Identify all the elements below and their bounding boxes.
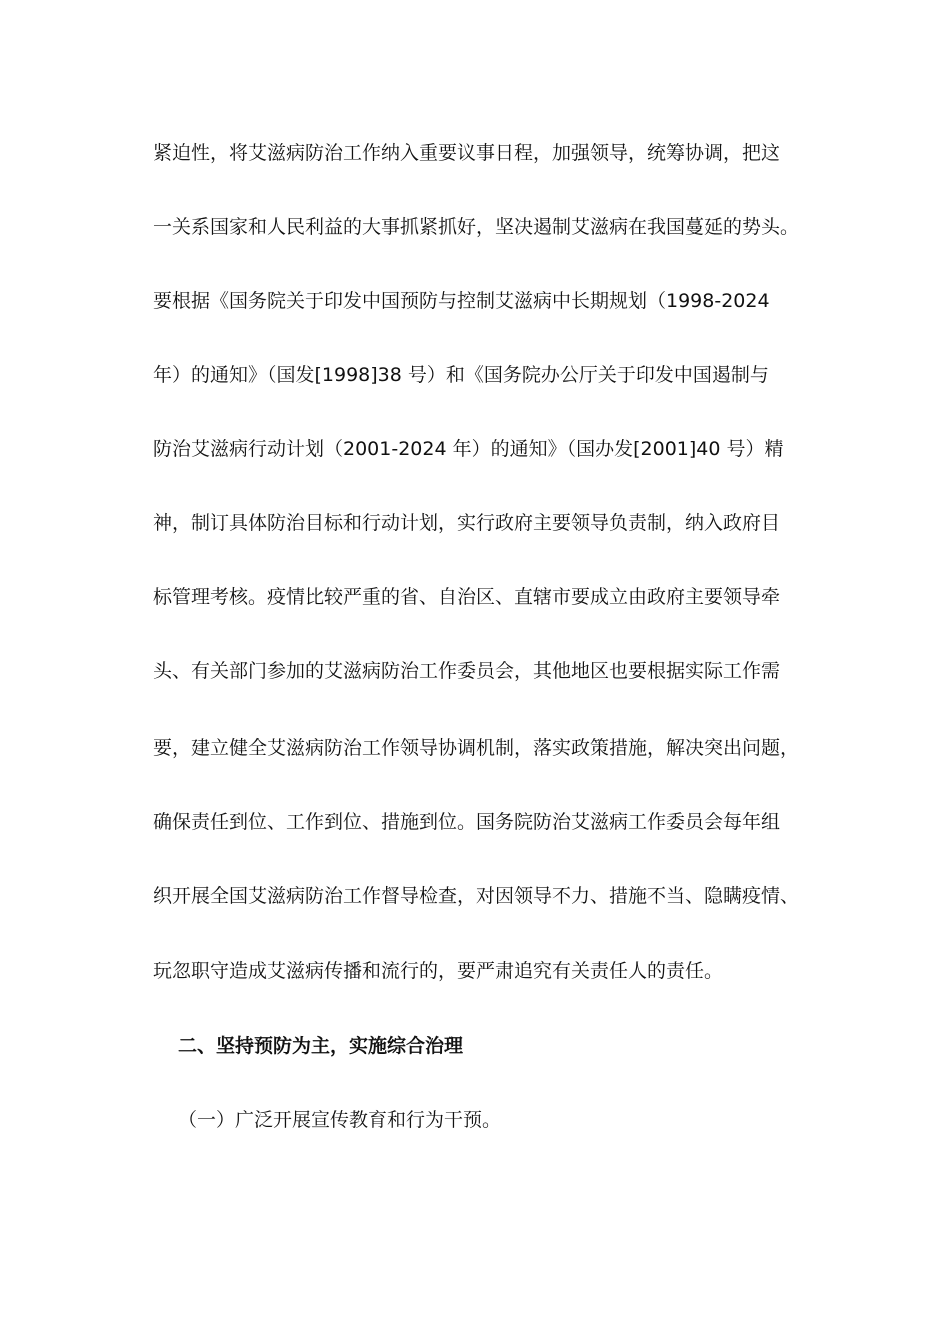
paragraph-line: 要，建立健全艾滋病防治工作领导协调机制，落实政策措施，解决突出问题， bbox=[153, 737, 800, 759]
subsection-heading: （一）广泛开展宣传教育和行为干预。 bbox=[178, 1109, 502, 1131]
paragraph-line: 年）的通知》（国发[1998]38 号）和《国务院办公厅关于印发中国遏制与 bbox=[153, 364, 769, 386]
paragraph-line: 要根据《国务院关于印发中国预防与控制艾滋病中长期规划（1998-2024 bbox=[153, 290, 770, 312]
paragraph-line: 头、有关部门参加的艾滋病防治工作委员会，其他地区也要根据实际工作需 bbox=[153, 660, 781, 682]
paragraph-line: 玩忽职守造成艾滋病传播和流行的，要严肃追究有关责任人的责任。 bbox=[153, 960, 724, 982]
paragraph-line: 织开展全国艾滋病防治工作督导检查，对因领导不力、措施不当、隐瞒疫情、 bbox=[153, 885, 800, 907]
paragraph-line: 确保责任到位、工作到位、措施到位。国务院防治艾滋病工作委员会每年组 bbox=[153, 811, 781, 833]
paragraph-line: 防治艾滋病行动计划（2001-2024 年）的通知》（国办发[2001]40 号）精 bbox=[153, 438, 784, 460]
paragraph-line: 神，制订具体防治目标和行动计划，实行政府主要领导负责制，纳入政府目 bbox=[153, 512, 781, 534]
paragraph-line: 标管理考核。疫情比较严重的省、自治区、直辖市要成立由政府主要领导牵 bbox=[153, 586, 781, 608]
section-heading: 二、坚持预防为主，实施综合治理 bbox=[178, 1035, 464, 1057]
paragraph-line: 紧迫性，将艾滋病防治工作纳入重要议事日程，加强领导，统筹协调，把这 bbox=[153, 142, 781, 164]
paragraph-line: 一关系国家和人民利益的大事抓紧抓好，坚决遏制艾滋病在我国蔓延的势头。 bbox=[153, 216, 800, 238]
